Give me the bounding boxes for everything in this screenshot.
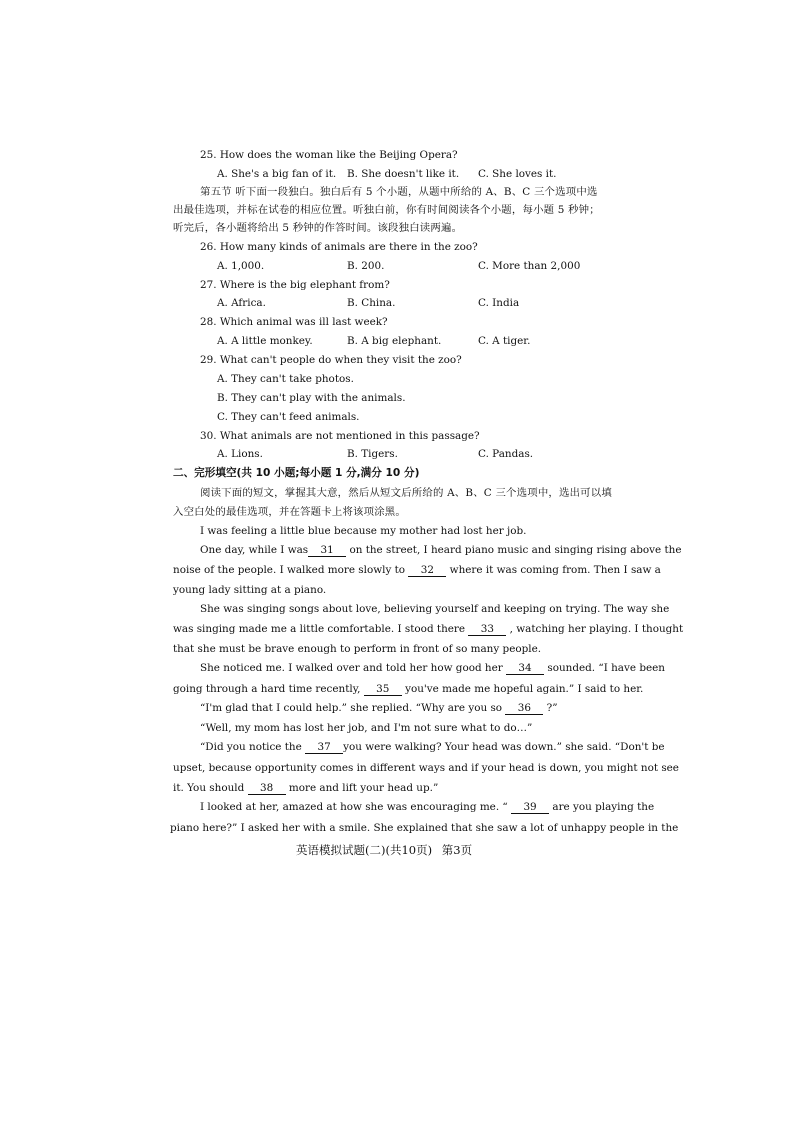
question-30-option-c: C. Pandas. — [478, 448, 534, 460]
passage-text: sounded. “I have been — [547, 662, 665, 674]
question-27-stem: 27. Where is the big elephant from? — [200, 279, 390, 291]
passage-line-4a — [200, 661, 665, 675]
blank-32: 32 — [408, 564, 446, 577]
passage-line-2a — [200, 543, 682, 557]
passage-line-8a — [200, 800, 654, 814]
section5-instruction-line-3: 听完后，各小题将给出 5 秒钟的作答时间。该段独白读两遍。 — [173, 222, 463, 234]
question-25-option-c: C. She loves it. — [478, 168, 557, 180]
question-25-option-b: B. She doesn't like it. — [347, 168, 460, 180]
passage-line-3c: that she must be brave enough to perform in front of so many people. — [173, 643, 542, 655]
question-26-option-a: A. 1,000. — [217, 260, 265, 272]
passage-text: more and lift your head up.” — [288, 782, 439, 794]
question-27-option-b: B. China. — [347, 297, 396, 309]
question-27-option-a: A. Africa. — [217, 297, 266, 309]
passage-text: , watching her playing. I thought — [509, 623, 684, 635]
passage-line-6: “Well, my mom has lost her job, and I'm not sure what to do…” — [200, 722, 533, 734]
passage-text: “Did you notice the — [200, 741, 302, 753]
passage-line-4b — [173, 682, 643, 696]
passage-line-7a — [200, 740, 665, 754]
passage-line-5 — [200, 701, 558, 715]
passage-line-3b — [173, 622, 683, 636]
question-30-stem: 30. What animals are not mentioned in this passage? — [200, 430, 480, 442]
passage-text: are you playing the — [552, 801, 655, 813]
blank-31: 31 — [308, 544, 346, 557]
question-28-option-c: C. A tiger. — [478, 335, 531, 347]
passage-text: One day, while I was — [200, 544, 309, 556]
question-29-stem: 29. What can't people do when they visit the zoo? — [200, 354, 462, 366]
cloze-instruction-line-2: 入空白处的最佳选项，并在答题卡上将该项涂黑。 — [173, 506, 406, 518]
passage-paragraph-1: I was feeling a little blue because my mother had lost her job. — [200, 525, 527, 537]
passage-text: noise of the people. I walked more slowly to — [173, 564, 406, 576]
question-26-stem: 26. How many kinds of animals are there in the zoo? — [200, 241, 478, 253]
passage-text: She noticed me. I walked over and told her how good her — [200, 662, 503, 674]
passage-line-2c: young lady sitting at a piano. — [173, 584, 327, 596]
passage-line-3a: She was singing songs about love, believing yourself and keeping on trying. The way she — [200, 603, 670, 615]
passage-text: ?” — [546, 702, 558, 714]
cloze-heading: 二、完形填空(共 10 小题;每小题 1 分,满分 10 分) — [173, 467, 420, 479]
section5-instruction-line-2: 出最佳选项，并标在试卷的相应位置。听独白前，你有时间阅读各个小题，每小题 5 秒钟； — [173, 204, 600, 216]
section5-instruction-line-1: 第五节 听下面一段独白。独白后有 5 个小题，从题中所给的 A、B、C 三个选项中选 — [200, 186, 598, 198]
passage-text: “I'm glad that I could help.” she replied. “Why are you so — [200, 702, 503, 714]
question-29-option-c: C. They can't feed animals. — [217, 411, 360, 423]
passage-line-2b — [173, 563, 661, 577]
passage-text: was singing made me a little comfortable. I stood there — [173, 623, 466, 635]
passage-text: you were walking? Your head was down.” she said. “Don't be — [343, 741, 665, 753]
question-28-stem: 28. Which animal was ill last week? — [200, 316, 388, 328]
blank-33: 33 — [468, 623, 506, 636]
footer-title: 英语模拟试题(二)(共10页) — [296, 843, 433, 857]
passage-text: on the street, I heard piano music and singing rising above the — [349, 544, 682, 556]
passage-line-7b: upset, because opportunity comes in different ways and if your head is down, you might not see — [173, 762, 679, 774]
cloze-instruction-line-1: 阅读下面的短文，掌握其大意，然后从短文后所给的 A、B、C 三个选项中，选出可以填 — [200, 487, 612, 499]
page-footer — [296, 842, 478, 858]
blank-34: 34 — [506, 662, 544, 675]
question-27-option-c: C. India — [478, 297, 520, 309]
blank-39: 39 — [511, 801, 549, 814]
question-28-option-b: B. A big elephant. — [347, 335, 442, 347]
blank-36: 36 — [505, 702, 543, 715]
passage-text: going through a hard time recently, — [173, 683, 361, 695]
passage-text: you've made me hopeful again.” I said to her. — [405, 683, 644, 695]
passage-line-7c — [173, 781, 438, 795]
blank-38: 38 — [248, 782, 286, 795]
blank-37: 37 — [305, 741, 343, 754]
question-25-option-a: A. She's a big fan of it. — [217, 168, 337, 180]
passage-text: I looked at her, amazed at how she was encouraging me. “ — [200, 801, 508, 813]
question-30-option-b: B. Tigers. — [347, 448, 398, 460]
question-28-option-a: A. A little monkey. — [217, 335, 313, 347]
passage-text: where it was coming from. Then I saw a — [449, 564, 661, 576]
question-29-option-b: B. They can't play with the animals. — [217, 392, 406, 404]
passage-line-8b: piano here?” I asked her with a smile. She explained that she saw a lot of unhappy people in the — [170, 822, 679, 834]
passage-text: it. You should — [173, 782, 245, 794]
question-25-stem: 25. How does the woman like the Beijing Opera? — [200, 149, 458, 161]
blank-35: 35 — [364, 683, 402, 696]
question-29-option-a: A. They can't take photos. — [217, 373, 354, 385]
question-30-option-a: A. Lions. — [217, 448, 263, 460]
question-26-option-b: B. 200. — [347, 260, 385, 272]
question-26-option-c: C. More than 2,000 — [478, 260, 581, 272]
footer-page-number: 第3页 — [441, 843, 473, 857]
